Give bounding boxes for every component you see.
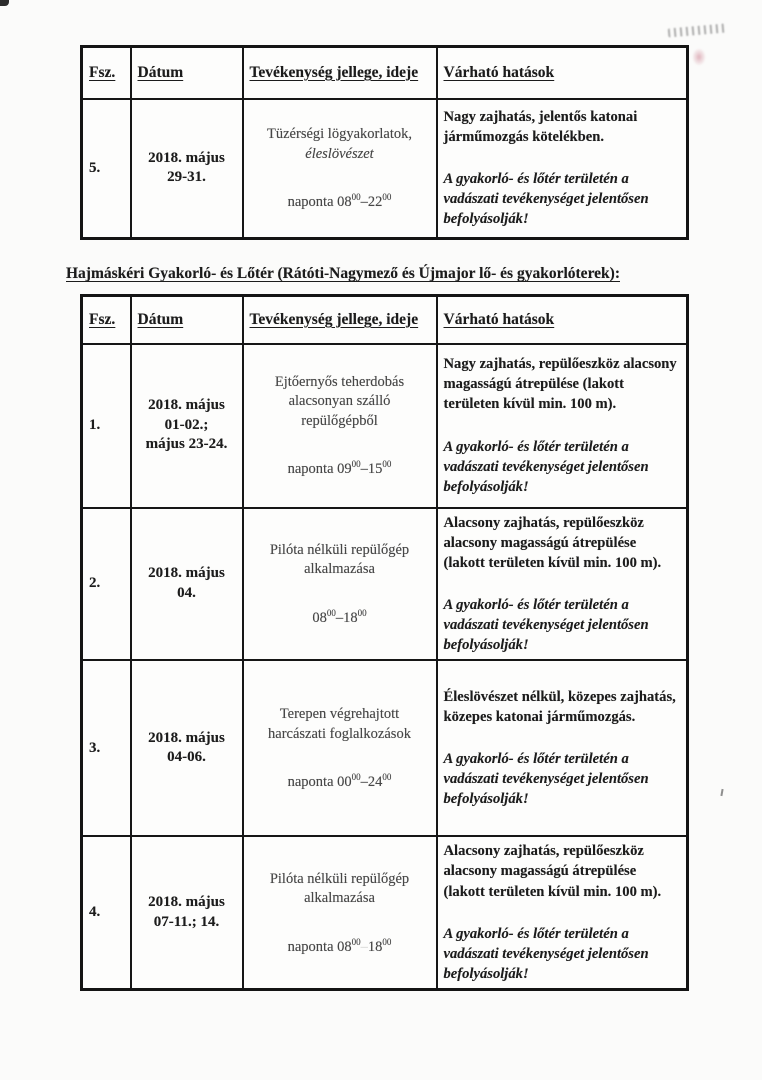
time-from: 09 — [337, 461, 352, 478]
effects-main-text: Éleslövészet nélkül, közepes zajhatás, közepes katonai járműmozgás. — [443, 688, 676, 726]
date-line: 2018. május — [148, 729, 225, 746]
effects-main-text: Nagy zajhatás, repülőeszköz alacsony magasságú átrepülése (lakott területen kívül min. 100 m). — [443, 356, 677, 413]
activity-description: Ejtőernyős teherdobás alacsonyan szálló repülőgépből — [274, 373, 405, 429]
time-to: 22 — [367, 194, 383, 211]
activity-cell — [243, 836, 437, 989]
date-line: május 23-24. — [145, 436, 228, 453]
column-header-fsz — [82, 296, 131, 344]
column-header-effects — [437, 296, 688, 344]
activity-time — [288, 461, 392, 478]
effects-main-text: Nagy zajhatás, jelentős katonai járműmozgás kötelékben. — [443, 108, 638, 146]
activity-cell — [243, 660, 437, 836]
activity-description: Terepen végrehajtott harcászati foglalkozások — [268, 706, 411, 742]
date-cell — [131, 660, 243, 836]
row-number: 5. — [82, 99, 131, 239]
effects-cell — [437, 99, 688, 239]
row-number: 4. — [82, 836, 131, 989]
activity-time — [287, 936, 392, 956]
time-to-minutes: 00 — [382, 459, 392, 470]
column-header-effects-label: Várható hatások — [443, 310, 555, 328]
activity-text: Tüzérségi lögyakorlatok, — [267, 126, 412, 143]
date-line: 07-11.; 14. — [153, 913, 220, 930]
column-header-activity-label: Tevékenység jellege, ideje — [249, 63, 419, 81]
time-dash: – — [360, 774, 368, 791]
date-line: 2018. május — [148, 894, 225, 911]
effects-cell — [437, 660, 688, 836]
activity-description — [267, 125, 412, 164]
column-header-datum — [131, 296, 243, 344]
activity-cell — [243, 508, 437, 661]
column-header-effects — [437, 47, 688, 99]
time-to: 24 — [367, 774, 383, 791]
section-heading: Hajmáskéri Gyakorló- és Lőtér (Rátóti-Nagymező és Újmajor lő- és gyakorlóterek): — [66, 265, 620, 282]
effects-cell — [437, 344, 688, 508]
activity-text-italic: éleslövészet — [305, 145, 374, 162]
time-to: 18 — [367, 938, 383, 955]
effects-note-text: A gyakorló- és lőtér területén a vadászati tevékenységet jelentősen befolyásolják! — [443, 171, 649, 228]
date-line: 2018. május — [148, 397, 225, 414]
table-row — [82, 344, 688, 508]
effects-main-text: Alacsony zajhatás, repülőeszköz alacsony magasságú átrepülése (lakott területen kívül min. 100 m). — [443, 843, 662, 900]
time-from: 08 — [337, 194, 352, 211]
time-from-minutes: 00 — [351, 772, 361, 783]
effects-note-text: A gyakorló- és lőtér területén a vadászati tevékenységet jelentősen befolyásolják! — [443, 751, 649, 808]
activity-table-top — [80, 45, 689, 240]
time-dash: – — [360, 461, 368, 478]
activity-time — [288, 194, 392, 211]
activity-cell — [243, 344, 437, 508]
effects-main-text: Alacsony zajhatás, repülőeszköz alacsony magasságú átrepülése (lakott területen kívül min. 100 m). — [443, 514, 662, 571]
time-from-minutes: 00 — [351, 192, 361, 203]
time-to: 15 — [367, 461, 383, 478]
time-dash: – — [360, 194, 368, 211]
column-header-fsz-label: Fsz. — [89, 63, 116, 81]
date-line: 2018. május — [148, 565, 225, 582]
effects-note-text: A gyakorló- és lőtér területén a vadászati tevékenységet jelentősen befolyásolják! — [443, 925, 649, 982]
table-header-row — [82, 296, 688, 344]
date-line: 04. — [177, 584, 196, 601]
time-to: 18 — [343, 609, 358, 626]
table-row — [82, 660, 688, 836]
column-header-activity-label: Tevékenység jellege, ideje — [249, 310, 419, 328]
activity-description: Pilóta nélküli repülőgép alkalmazása — [269, 870, 410, 907]
activity-time — [312, 610, 366, 627]
time-dash: – — [335, 609, 344, 626]
activity-table-hajmaskeri — [80, 294, 689, 991]
time-to-minutes: 00 — [382, 936, 392, 947]
time-from: 08 — [337, 938, 352, 955]
time-from: 00 — [337, 774, 352, 791]
time-to-minutes: 00 — [382, 192, 392, 203]
activity-description: Pilóta nélküli repülőgép alkalmazása — [269, 541, 410, 578]
date-line: 01-02.; — [164, 416, 209, 433]
time-prefix: naponta — [287, 774, 338, 791]
table-header-row — [82, 47, 688, 99]
effects-note-text: A gyakorló- és lőtér területén a vadászati tevékenységet jelentősen befolyásolják! — [443, 596, 649, 654]
date-line: 04-06. — [167, 749, 206, 766]
activity-cell — [243, 99, 437, 239]
column-header-fsz — [82, 47, 131, 99]
time-prefix: naponta — [287, 461, 338, 478]
effects-cell — [437, 836, 688, 989]
column-header-activity — [243, 47, 437, 99]
date-cell — [131, 836, 243, 989]
column-header-datum-label: Dátum — [137, 310, 184, 328]
column-header-effects-label: Várható hatások — [443, 63, 555, 81]
effects-note-text: A gyakorló- és lőtér területén a vadászati tevékenységet jelentősen befolyásolják! — [443, 438, 649, 495]
row-number: 3. — [82, 660, 131, 836]
column-header-datum — [131, 47, 243, 99]
time-dash: – — [360, 938, 368, 955]
row-number: 2. — [82, 508, 131, 661]
time-prefix: naponta — [287, 194, 338, 211]
time-from-minutes: 00 — [351, 936, 361, 947]
time-prefix: naponta — [287, 938, 338, 955]
table-row — [82, 99, 688, 239]
date-line: 29-31. — [167, 169, 206, 186]
column-header-activity — [243, 296, 437, 344]
date-line: 2018. május — [148, 149, 225, 166]
date-cell — [131, 344, 243, 508]
time-to-minutes: 00 — [382, 772, 392, 783]
date-cell — [131, 99, 243, 239]
table-row — [82, 508, 688, 661]
time-from: 08 — [312, 609, 327, 626]
time-from-minutes: 00 — [326, 608, 336, 619]
effects-cell — [437, 508, 688, 661]
date-cell — [131, 508, 243, 661]
row-number: 1. — [82, 344, 131, 508]
time-from-minutes: 00 — [351, 459, 361, 470]
time-to-minutes: 00 — [357, 608, 367, 619]
activity-time — [288, 774, 392, 791]
table-row — [82, 836, 688, 989]
column-header-datum-label: Dátum — [137, 63, 184, 81]
column-header-fsz-label: Fsz. — [89, 310, 116, 328]
